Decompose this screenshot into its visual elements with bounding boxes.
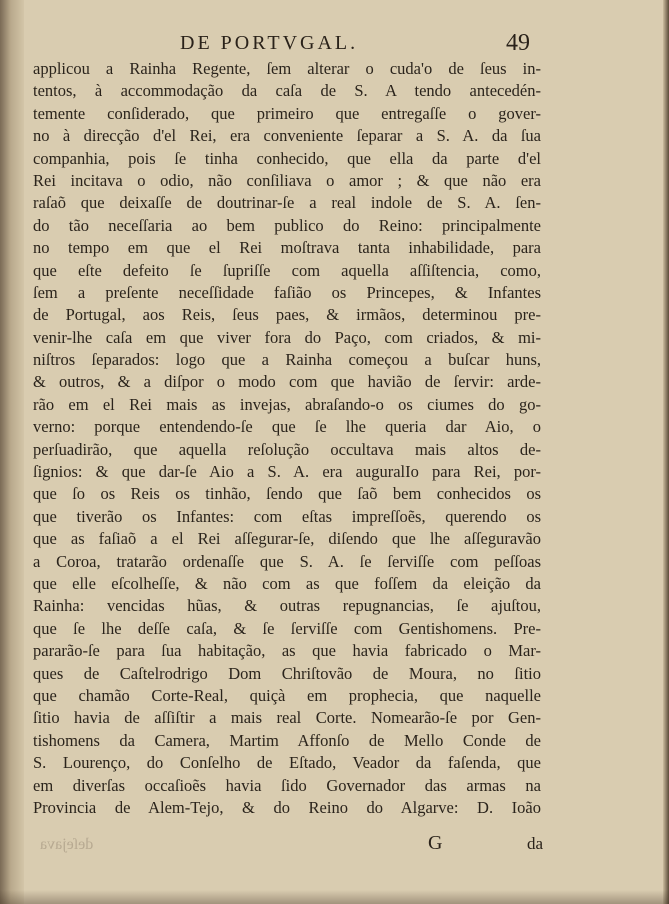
text-line: companhia, pois ſe tinha conhecido, que ella da parte d'el <box>33 148 541 168</box>
signature-mark: G <box>428 832 443 854</box>
text-line: que elle eſcolheſſe, & não com as que foſſem da eleição da <box>33 573 541 593</box>
text-line: rão em el Rei mais as invejas, abraſando-o os ciumes do go- <box>33 394 541 414</box>
text-line: tentos, à accommodação da caſa de S. A tendo antecedén- <box>33 81 541 101</box>
text-line: verno: porque entendendo-ſe que ſe lhe queria dar Aio, o <box>33 417 541 437</box>
text-line: perſuadirão, que aquella reſolução occultava mais altos de- <box>33 439 541 459</box>
text-line: em diverſas occaſioẽs havia ſido Governador das armas na <box>33 775 541 795</box>
text-line: ſem a preſente neceſſidade faſião os Princepes, & Infantes <box>33 282 541 302</box>
bottom-shadow <box>0 890 669 904</box>
text-line: no tempo em que el Rei moſtrava tanta inhabilidade, para <box>33 238 541 258</box>
text-line: que as faſiaõ a el Rei aſſegurar-ſe, diſendo que lhe aſſeguravão <box>33 529 541 549</box>
text-line: niſtros ſeparados: logo que a Rainha começou a buſcar huns, <box>33 350 541 370</box>
text-line: & outros, & a diſpor o modo com que havião de ſervir: arde- <box>33 372 541 392</box>
text-line: temente conſiderado, que primeiro que entregaſſe o gover- <box>33 103 541 123</box>
catchword: da <box>527 834 544 853</box>
running-head: DE PORTVGAL. <box>180 32 359 54</box>
text-line: applicou a Rainha Regente, ſem alterar o cuda'o de ſeus in- <box>33 59 541 78</box>
text-line: raſaõ que deixaſſe de doutrinar-ſe a real indole de S. A. ſen- <box>33 193 541 213</box>
binding-gutter <box>0 0 24 904</box>
text-line: ſitio havia de aſſiſtir a mais real Corte. Nomearão-ſe por Gen- <box>33 708 541 728</box>
body-text <box>33 58 541 819</box>
text-line: do tão neceſſaria ao bem publico do Reino: principalmente <box>33 215 541 235</box>
text-line: que eſte defeito ſe ſupriſſe com aquella aſſiſtencia, como, <box>33 260 541 280</box>
text-line: no à direcção d'el Rei, era conveniente ſeparar a S. A. da ſua <box>33 126 541 146</box>
text-line: pararão-ſe para ſua habitação, as que havia fabricado o Mar- <box>33 641 541 661</box>
text-line: S. Lourenço, do Conſelho de Eſtado, Veador da faſenda, que <box>33 753 541 773</box>
text-line: que ſe lhe deſſe caſa, & ſe ſerviſſe com Gentishomens. Pre- <box>33 618 541 638</box>
text-line: venir-lhe caſa em que viver fora do Paço, com criados, & mi- <box>33 327 541 347</box>
page-number: 49 <box>506 30 530 56</box>
text-line: que ſo os Reis os tinhão, ſendo que ſaõ bem conhecidos os <box>33 484 541 504</box>
text-line: a Coroa, tratarão ordenaſſe que S. A. ſe ſerviſſe com peſſoas <box>33 551 541 571</box>
text-line: tishomens da Camera, Martim Affonſo de Mello Conde de <box>33 730 541 750</box>
text-line: ques de Caſtelrodrigo Dom Chriſtovão de Moura, no ſitio <box>33 663 541 683</box>
text-line: Rei incitava o odio, não conſiliava o amor ; & que não era <box>33 170 541 190</box>
text-line: que tiverão os Infantes: com eſtas impreſſoẽs, querendo os <box>33 506 541 526</box>
text-line: de Portugal, aos Reis, ſeus paes, & irmãos, determinou pre- <box>33 305 541 325</box>
text-line: Provincia de Alem-Tejo, & do Reino do Algarve: D. Ioão <box>33 797 541 817</box>
text-line: que chamão Corte-Real, quiçà em prophecia, que naquelle <box>33 685 541 705</box>
text-line: Rainha: vencidas hũas, & outras repugnancias, ſe ajuſtou, <box>33 596 541 616</box>
text-line: ſignios: & que dar-ſe Aio a S. A. era auguralIo para Rei, por- <box>33 462 541 482</box>
page-edge <box>663 0 669 904</box>
bleed-through-text: deſejava <box>40 836 94 853</box>
